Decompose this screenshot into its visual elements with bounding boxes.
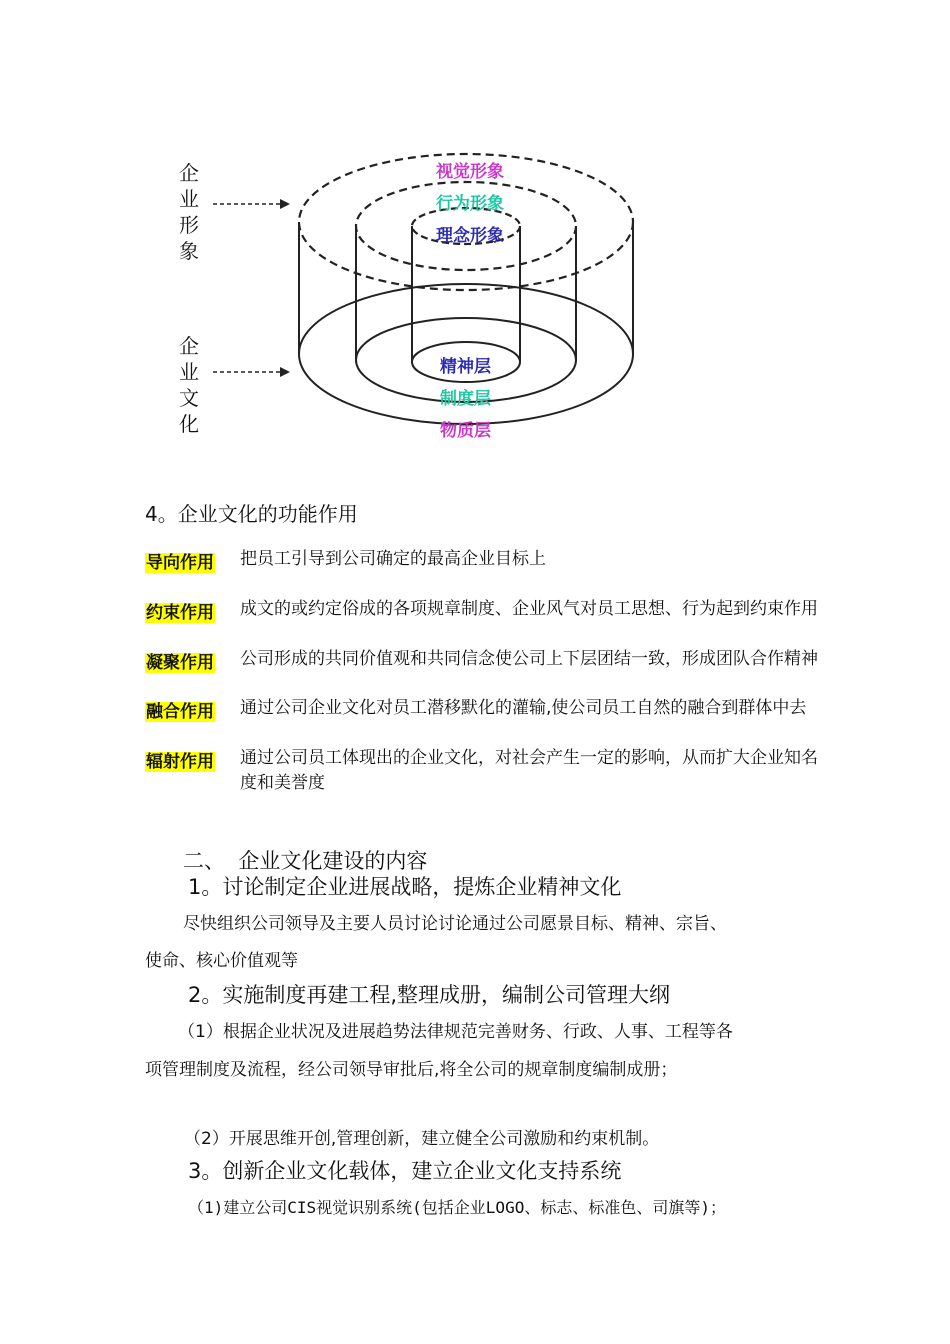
culture-arrow-head-icon — [280, 367, 290, 377]
function-text-guidance: 把员工引导到公司确定的最高企业目标上 — [240, 549, 546, 569]
material-layer-label: 物质层 — [440, 421, 491, 441]
function-text-radiation: 通过公司员工体现出的企业文化，对社会产生一定的影响，从而扩大企业知名度和美誉度 — [240, 748, 818, 793]
function-label-integration: 融合作用 — [146, 702, 214, 722]
sub2-paragraph2: （2）开展思维开创,管理创新，建立健全公司激励和约束机制。 — [184, 1129, 660, 1149]
image-arrow-head-icon — [280, 199, 290, 209]
behavior-image-label: 行为形象 — [436, 194, 504, 214]
sub2-paragraph1-line2: 项管理制度及流程，经公司领导审批后,将全公司的规章制度编制成册； — [145, 1060, 678, 1080]
concept-image-label: 理念形象 — [436, 226, 504, 246]
function-text-integration: 通过公司企业文化对员工潜移默化的灌输,使公司员工自然的融合到群体中去 — [240, 698, 807, 718]
function-label-constraint: 约束作用 — [146, 603, 214, 623]
section4-heading: 4。企业文化的功能作用 — [145, 502, 358, 526]
sub2-heading: 2。实施制度再建工程,整理成册，编制公司管理大纲 — [188, 983, 671, 1007]
sub1-paragraph-line2: 使命、核心价值观等 — [145, 951, 298, 971]
enterprise-culture-label: 企 业 文 化 — [179, 334, 199, 436]
function-label-guidance: 导向作用 — [146, 553, 214, 573]
system-layer-label: 制度层 — [440, 389, 491, 409]
function-text-cohesion: 公司形成的共同价值观和共同信念使公司上下层团结一致，形成团队合作精神 — [240, 649, 818, 669]
sub3-heading: 3。创新企业文化载体，建立企业文化支持系统 — [188, 1159, 622, 1183]
spirit-layer-label: 精神层 — [440, 357, 491, 377]
function-text-constraint: 成文的或约定俗成的各项规章制度、企业风气对员工思想、行为起到约束作用 — [240, 599, 818, 619]
sub3-paragraph1: （1)建立公司CIS视觉识别系统(包括企业LOGO、标志、标准色、司旗等)； — [188, 1198, 726, 1217]
enterprise-image-label: 企 业 形 象 — [179, 161, 199, 263]
sub2-paragraph1-line1: （1）根据企业状况及进展趋势法律规范完善财务、行政、人事、工程等各 — [178, 1022, 733, 1042]
visual-image-label: 视觉形象 — [436, 162, 504, 182]
sub1-paragraph-line1: 尽快组织公司领导及主要人员讨论讨论通过公司愿景目标、精神、宗旨、 — [183, 914, 727, 934]
function-label-cohesion: 凝聚作用 — [146, 653, 214, 673]
sub1-heading: 1。讨论制定企业进展战略，提炼企业精神文化 — [188, 875, 622, 899]
part2-heading: 二、 企业文化建设的内容 — [183, 849, 428, 873]
function-label-radiation: 辐射作用 — [146, 752, 214, 772]
